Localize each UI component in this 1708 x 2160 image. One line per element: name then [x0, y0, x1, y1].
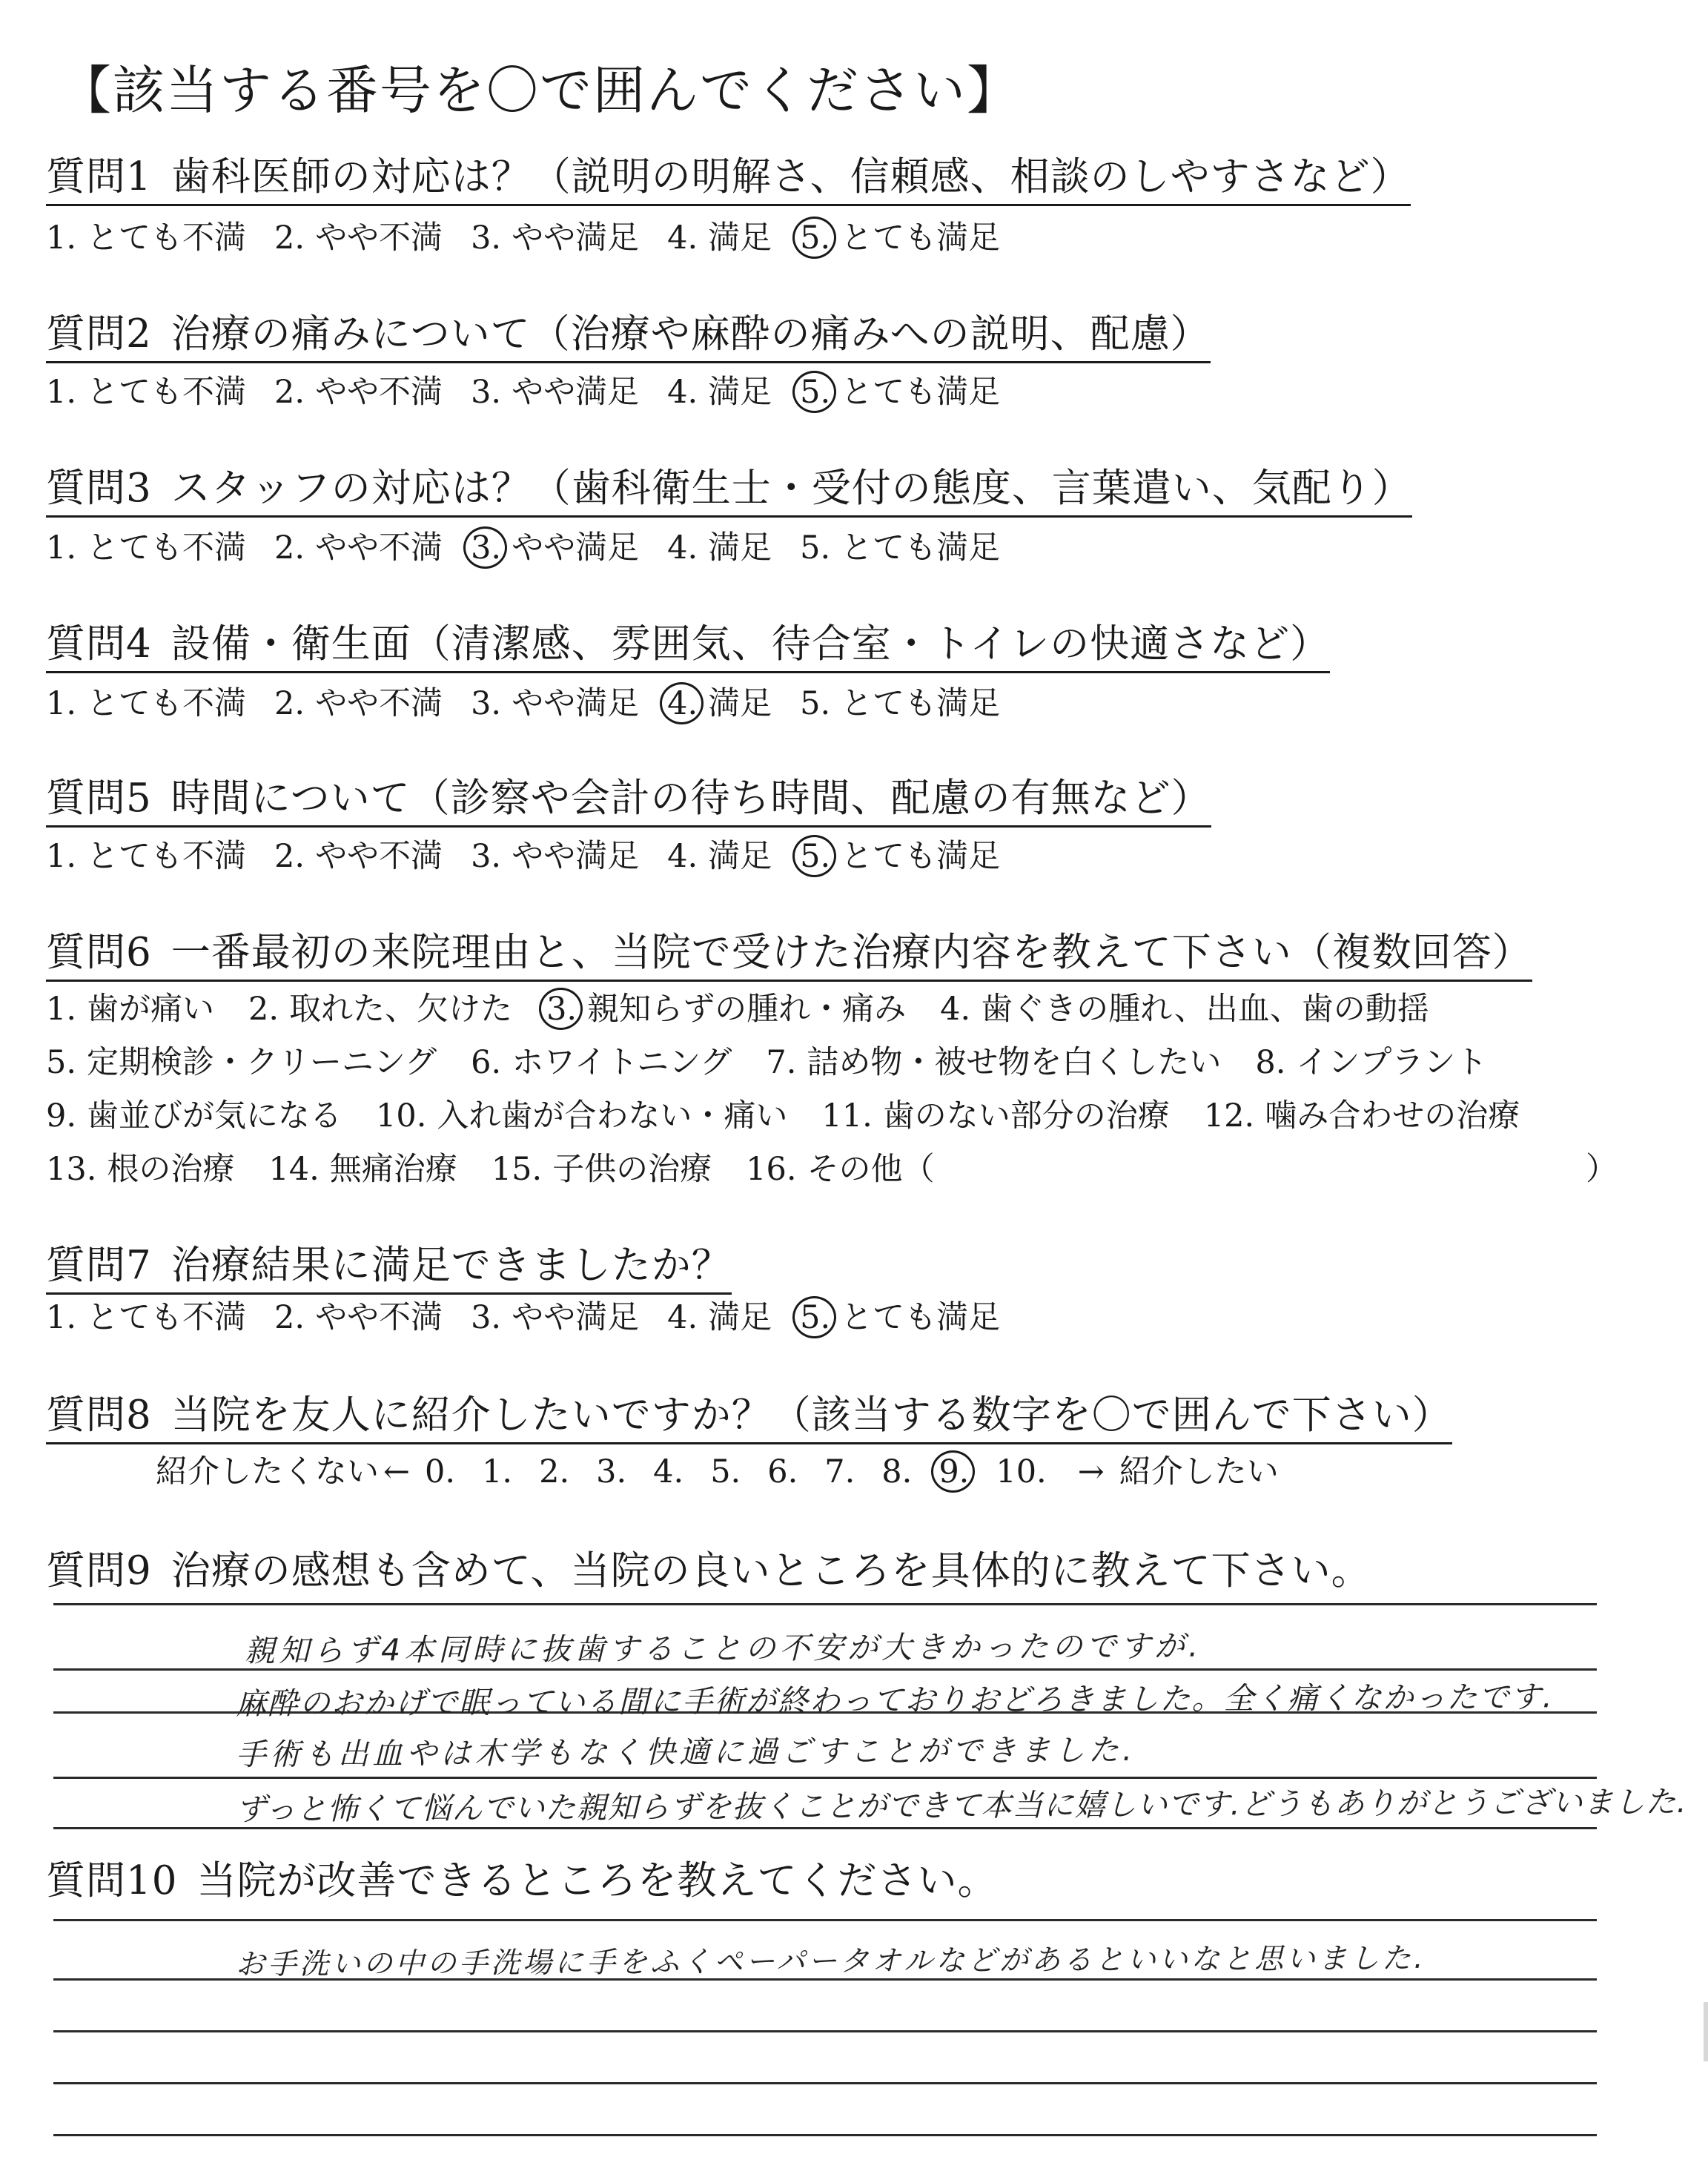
option-number: 5. [800, 685, 831, 722]
option-label: やや不満 [315, 838, 443, 875]
answer-option[interactable] [46, 1299, 247, 1336]
answer-option[interactable] [46, 529, 247, 567]
option-label: 詰め物・被せ物を白くしたい [807, 1044, 1222, 1081]
scale-value[interactable]: 1. [482, 1453, 513, 1490]
option-number: 2. [274, 1299, 305, 1336]
option-label: やや満足 [512, 1299, 640, 1336]
answer-option[interactable] [274, 1299, 443, 1336]
option-number: 4. [940, 991, 971, 1028]
answer-option[interactable] [471, 219, 640, 257]
recommend-scale [156, 1453, 1279, 1490]
question-9-heading [46, 1548, 1371, 1598]
option-number: 5. [800, 529, 831, 567]
answer-option[interactable] [46, 1097, 342, 1135]
question-text: 治療結果に満足できましたか？ [171, 1243, 732, 1288]
question-7-heading [46, 1243, 732, 1295]
option-label: 歯が痛い [87, 991, 215, 1028]
question-2-heading [46, 311, 1211, 363]
answer-option[interactable] [667, 685, 772, 722]
answer-option[interactable] [821, 1097, 1170, 1135]
option-number: 1. [46, 219, 77, 257]
option-label: 歯ぐきの腫れ、出血、歯の動揺 [981, 991, 1429, 1028]
option-number: 1. [46, 991, 77, 1028]
scale-value[interactable]: 7. [824, 1453, 855, 1490]
answer-option[interactable] [274, 838, 443, 875]
scale-value[interactable]: 5. [710, 1453, 741, 1490]
answer-option[interactable] [268, 1151, 457, 1188]
question-1-options [46, 219, 1028, 257]
answer-option[interactable] [274, 685, 443, 722]
option-number: 3. [471, 838, 502, 875]
option-number: 13. [46, 1151, 97, 1188]
answer-option[interactable] [471, 1044, 732, 1081]
treatment-row-4 [46, 1151, 1662, 1188]
selected-circle-mark: 4. [667, 685, 698, 722]
option-label: とても不満 [87, 1299, 247, 1336]
option-number: 3. [471, 685, 502, 722]
option-label: 満足 [708, 838, 772, 875]
other-close-paren: ） [1586, 1151, 1618, 1188]
answer-option[interactable] [800, 1299, 1001, 1336]
answer-option[interactable] [274, 219, 443, 257]
answer-option[interactable] [766, 1044, 1222, 1081]
selected-circle-mark: 3. [471, 529, 502, 567]
answer-option[interactable] [667, 219, 772, 257]
scale-item[interactable] [881, 1453, 913, 1490]
option-number: 6. [471, 1044, 502, 1081]
selected-circle-mark: 5. [800, 374, 831, 411]
option-label: やや満足 [512, 529, 640, 567]
answer-line [53, 2082, 1597, 2084]
answer-option[interactable] [667, 529, 772, 567]
option-number: 1. [46, 838, 77, 875]
selected-circle-mark: 5. [800, 219, 831, 257]
option-number: 3. [471, 1299, 502, 1336]
option-number: 2. [274, 219, 305, 257]
option-label: 無痛治療 [329, 1151, 457, 1188]
scale-item[interactable] [939, 1453, 970, 1490]
option-number: 1. [46, 529, 77, 567]
option-label: 入れ歯が合わない・痛い [437, 1097, 788, 1135]
option-label: 満足 [708, 1299, 772, 1336]
option-label: とても満足 [841, 685, 1001, 722]
answer-option[interactable] [46, 374, 247, 411]
answer-line [53, 2134, 1597, 2136]
arrow-right-icon: → [1077, 1453, 1105, 1490]
scale-value[interactable]: 10. [996, 1453, 1047, 1490]
scale-item[interactable] [767, 1453, 798, 1490]
selected-circle-mark: 5. [800, 1299, 831, 1336]
option-number: 12. [1203, 1097, 1255, 1135]
answer-option[interactable] [746, 1151, 935, 1188]
question-text: 治療の痛みについて（治療や麻酔の痛みへの説明、配慮） [171, 311, 1211, 357]
option-label: とても不満 [87, 374, 247, 411]
option-label: やや不満 [315, 219, 443, 257]
option-label: 親知らずの腫れ・痛み [587, 991, 907, 1028]
option-number: 9. [46, 1097, 77, 1135]
question-number: 質問7 [46, 1243, 152, 1288]
option-number: 4. [667, 219, 698, 257]
scale-item[interactable] [596, 1453, 627, 1490]
option-number: 15. [491, 1151, 543, 1188]
selected-circle-mark[interactable]: 9. [939, 1453, 970, 1490]
option-number: 7. [766, 1044, 797, 1081]
question-number: 質問2 [46, 311, 152, 357]
option-number: 16. [746, 1151, 797, 1188]
option-label: やや不満 [315, 685, 443, 722]
option-label: ホワイトニング [512, 1044, 732, 1081]
answer-option[interactable] [1255, 1044, 1488, 1081]
answer-option[interactable] [546, 991, 907, 1028]
recommend-right-label: 紹介したい [1119, 1453, 1279, 1490]
answer-option[interactable] [471, 838, 640, 875]
scale-value[interactable]: 4. [653, 1453, 684, 1490]
scale-item[interactable] [482, 1453, 513, 1490]
answer-option[interactable] [248, 991, 513, 1028]
answer-option[interactable] [46, 838, 247, 875]
answer-option[interactable] [667, 374, 772, 411]
scale-value[interactable]: 0. [425, 1453, 456, 1490]
option-label: とても満足 [841, 1299, 1001, 1336]
answer-option[interactable] [46, 685, 247, 722]
option-number: 1. [46, 1299, 77, 1336]
scale-value[interactable]: 3. [596, 1453, 627, 1490]
scale-item[interactable] [996, 1453, 1047, 1490]
question-text: スタッフの対応は？（歯科衛生士・受付の態度、言葉遣い、気配り） [171, 466, 1412, 511]
handwritten-answer-line: 麻酔のおかげで眠っている間に手術が終わっておりおどろきました。全く痛くなかったです. [235, 1679, 1554, 1722]
option-label: とても満足 [841, 838, 1001, 875]
scale-item[interactable] [653, 1453, 684, 1490]
option-number: 3. [471, 374, 502, 411]
answer-option[interactable] [46, 1151, 235, 1188]
question-text: 当院を友人に紹介したいですか？（該当する数字を〇で囲んで下さい） [171, 1393, 1452, 1438]
option-number: 5. [46, 1044, 77, 1081]
question-3-heading [46, 466, 1412, 518]
option-label: やや不満 [315, 529, 443, 567]
answer-line [53, 2030, 1597, 2032]
option-label: とても満足 [841, 529, 1001, 567]
handwritten-answer-line: 手術も出血やは木学もなく快適に過ごすことができました. [235, 1731, 1136, 1773]
answer-line [53, 1603, 1597, 1605]
scale-item[interactable] [710, 1453, 741, 1490]
question-number: 質問5 [46, 776, 152, 821]
option-number: 10. [376, 1097, 427, 1135]
scale-item[interactable] [425, 1453, 456, 1490]
question-5-options [46, 838, 1028, 875]
handwritten-answer-line: お手洗いの中の手洗場に手をふくペーパータオルなどがあるといいなと思いました. [235, 1941, 1426, 1982]
option-label: とても満足 [841, 374, 1001, 411]
question-text: 歯科医師の対応は？（説明の明解さ、信頼感、相談のしやすさなど） [171, 154, 1411, 199]
answer-option[interactable] [471, 685, 640, 722]
answer-option[interactable] [800, 219, 1001, 257]
option-label: とても満足 [841, 219, 1001, 257]
scan-edge-mark [1704, 2002, 1708, 2061]
option-number: 1. [46, 374, 77, 411]
option-label: その他（ [807, 1151, 935, 1188]
treatment-row-2 [46, 1044, 1662, 1081]
option-label: 歯並びが気になる [87, 1097, 342, 1135]
option-number: 2. [274, 838, 305, 875]
option-number: 1. [46, 685, 77, 722]
option-label: 満足 [708, 219, 772, 257]
question-number: 質問10 [46, 1858, 178, 1903]
option-label: 満足 [708, 529, 772, 567]
scale-value[interactable]: 8. [881, 1453, 913, 1490]
question-1-heading [46, 154, 1411, 206]
question-text: 治療の感想も含めて、当院の良いところを具体的に教えて下さい。 [171, 1548, 1371, 1593]
scale-item[interactable] [539, 1453, 570, 1490]
option-number: 2. [274, 529, 305, 567]
option-number: 2. [274, 374, 305, 411]
option-number: 4. [667, 838, 698, 875]
answer-option[interactable] [1203, 1097, 1520, 1135]
option-label: 歯のない部分の治療 [882, 1097, 1170, 1135]
option-label: とても不満 [87, 838, 247, 875]
option-label: 満足 [708, 374, 772, 411]
question-number: 質問4 [46, 621, 152, 667]
question-10-heading [46, 1858, 998, 1908]
answer-option[interactable] [471, 529, 640, 567]
question-number: 質問9 [46, 1548, 152, 1593]
question-number: 質問6 [46, 930, 152, 975]
answer-option[interactable] [274, 374, 443, 411]
handwritten-answer-line: ずっと怖くて悩んでいた親知らずを抜くことができて本当に嬉しいです.どうもありがとうございました. [235, 1783, 1687, 1828]
answer-option[interactable] [471, 1299, 640, 1336]
answer-option[interactable] [800, 374, 1001, 411]
scale-value[interactable]: 2. [539, 1453, 570, 1490]
recommend-left-label: 紹介したくない [156, 1453, 379, 1490]
question-4-heading [46, 621, 1331, 673]
option-number: 14. [268, 1151, 320, 1188]
scale-item[interactable] [824, 1453, 855, 1490]
answer-option[interactable] [800, 838, 1001, 875]
option-label: とても不満 [87, 685, 247, 722]
option-label: 定期検診・クリーニング [87, 1044, 437, 1081]
answer-option[interactable] [940, 991, 1429, 1028]
option-number: 4. [667, 1299, 698, 1336]
answer-option[interactable] [667, 1299, 772, 1336]
question-3-options [46, 529, 1028, 567]
option-label: やや満足 [512, 374, 640, 411]
answer-option[interactable] [800, 529, 1001, 567]
selected-circle-mark: 3. [546, 991, 577, 1028]
option-label: 噛み合わせの治療 [1265, 1097, 1520, 1135]
recommend-scale-values [425, 1453, 1073, 1490]
option-number: 2. [248, 991, 279, 1028]
option-label: やや不満 [315, 1299, 443, 1336]
arrow-left-icon: ← [383, 1453, 411, 1490]
option-label: やや満足 [512, 219, 640, 257]
option-label: 根の治療 [107, 1151, 235, 1188]
option-number: 3. [471, 219, 502, 257]
question-2-options [46, 374, 1028, 411]
question-text: 時間について（診察や会計の待ち時間、配慮の有無など） [171, 776, 1211, 821]
answer-option[interactable] [274, 529, 443, 567]
answer-line [53, 1919, 1597, 1921]
answer-option[interactable] [46, 219, 247, 257]
question-number: 質問1 [46, 154, 152, 199]
answer-option[interactable] [46, 1044, 437, 1081]
selected-circle-mark: 5. [800, 838, 831, 875]
option-label: インプラント [1296, 1044, 1488, 1081]
option-label: とても不満 [87, 219, 247, 257]
option-number: 4. [667, 374, 698, 411]
question-6-heading [46, 930, 1532, 982]
option-label: 取れた、欠けた [289, 991, 513, 1028]
option-label: 満足 [708, 685, 772, 722]
option-number: 4. [667, 529, 698, 567]
answer-option[interactable] [471, 374, 640, 411]
treatment-row-1 [46, 991, 1662, 1028]
handwritten-answer-line: 親知らず4本同時に抜歯することの不安が大きかったのですが. [244, 1628, 1202, 1669]
option-label: やや満足 [512, 838, 640, 875]
question-5-heading [46, 776, 1211, 828]
question-number: 質問8 [46, 1393, 152, 1438]
option-label: やや満足 [512, 685, 640, 722]
option-number: 11. [821, 1097, 873, 1135]
answer-option[interactable] [46, 991, 215, 1028]
option-label: 子供の治療 [552, 1151, 712, 1188]
question-7-options [46, 1299, 1028, 1336]
question-4-options [46, 685, 1028, 722]
question-text: 当院が改善できるところを教えてください。 [196, 1858, 998, 1903]
question-text: 設備・衛生面（清潔感、雰囲気、待合室・トイレの快適さなど） [171, 621, 1331, 667]
treatment-row-3 [46, 1097, 1662, 1135]
question-number: 質問3 [46, 466, 152, 511]
answer-option[interactable] [491, 1151, 712, 1188]
scale-value[interactable]: 6. [767, 1453, 798, 1490]
question-8-heading [46, 1393, 1452, 1444]
option-label: やや不満 [315, 374, 443, 411]
page-title: 【該当する番号を〇で囲んでください】 [59, 60, 1020, 121]
question-text: 一番最初の来院理由と、当院で受けた治療内容を教えて下さい（複数回答） [171, 930, 1532, 975]
option-number: 2. [274, 685, 305, 722]
answer-option[interactable] [667, 838, 772, 875]
option-number: 8. [1255, 1044, 1286, 1081]
answer-option[interactable] [800, 685, 1001, 722]
answer-option[interactable] [376, 1097, 788, 1135]
option-label: とても不満 [87, 529, 247, 567]
